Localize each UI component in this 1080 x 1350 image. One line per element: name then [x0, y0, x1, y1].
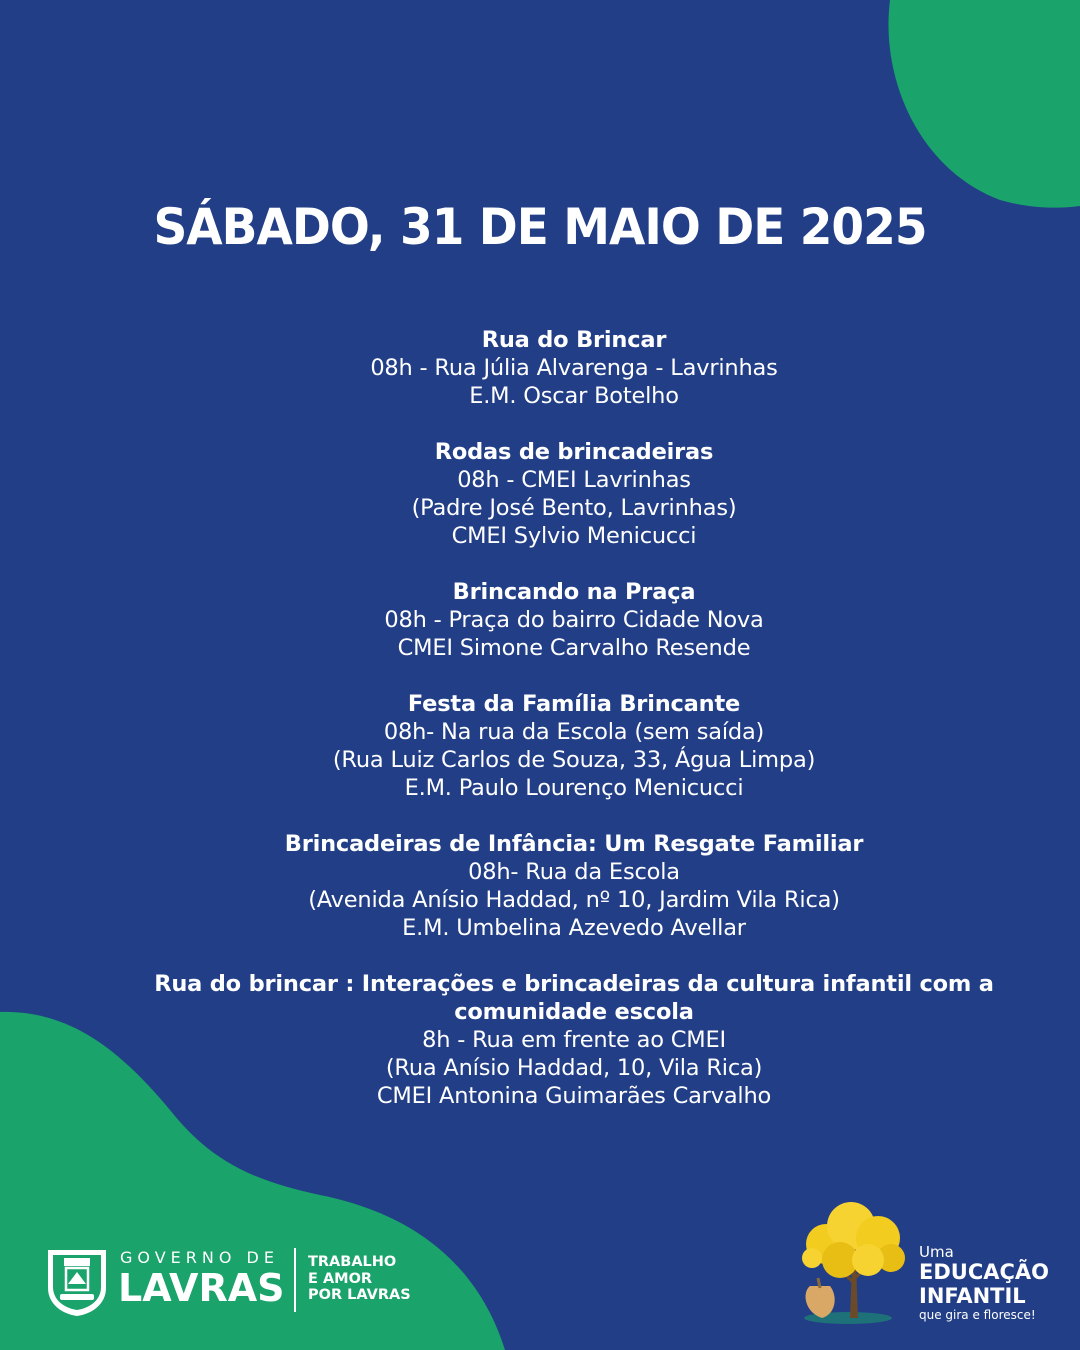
event-detail: CMEI Sylvio Menicucci — [451, 523, 697, 549]
government-logo — [44, 1244, 444, 1316]
slogan-line: E AMOR — [308, 1270, 373, 1287]
event-detail: (Rua Luiz Carlos de Souza, 33, Água Limpa) — [332, 747, 816, 773]
government-label: GOVERNO DE — [120, 1248, 279, 1267]
event-detail: 8h - Rua em frente ao CMEI — [422, 1027, 726, 1053]
event-detail: 08h- Rua da Escola — [468, 859, 680, 885]
event-detail: 08h- Na rua da Escola (sem saída) — [383, 719, 765, 745]
event-title: Brincadeiras de Infância: Um Resgate Familiar — [284, 831, 864, 857]
brand-prefix: Uma — [919, 1243, 954, 1261]
brand-line-2: INFANTIL — [919, 1284, 1026, 1308]
event-title: Rua do brincar : Interações e brincadeiras da cultura infantil com a comunidade escola — [154, 971, 994, 1025]
coat-of-arms-icon — [44, 1244, 110, 1318]
event-schedule — [120, 326, 1028, 1138]
event-detail: CMEI Antonina Guimarães Carvalho — [376, 1083, 772, 1109]
event-rua-do-brincar — [120, 326, 1028, 410]
event-brincando-na-praca — [120, 578, 1028, 662]
event-title: Rodas de brincadeiras — [434, 439, 714, 465]
event-title: Festa da Família Brincante — [407, 691, 741, 717]
flowering-tree-icon — [796, 1200, 916, 1326]
top-right-green-blob — [888, 0, 1080, 208]
event-detail: CMEI Simone Carvalho Resende — [397, 635, 751, 661]
event-title: Rua do Brincar — [481, 327, 667, 353]
event-detail: 08h - Rua Júlia Alvarenga - Lavrinhas — [370, 355, 778, 381]
event-detail: (Rua Anísio Haddad, 10, Vila Rica) — [385, 1055, 763, 1081]
slogan-line: TRABALHO — [308, 1254, 397, 1270]
event-detail: 08h - Praça do bairro Cidade Nova — [384, 607, 764, 633]
event-rodas-de-brincadeiras — [120, 438, 1028, 550]
event-detail: E.M. Umbelina Azevedo Avellar — [402, 915, 746, 941]
event-rua-do-brincar-cultura — [120, 970, 1028, 1110]
event-title: Brincando na Praça — [452, 579, 696, 605]
brand-tagline: que gira e floresce! — [919, 1308, 1036, 1322]
event-detail: (Avenida Anísio Haddad, nº 10, Jardim Vila Rica) — [308, 887, 840, 913]
slogan-line: POR LAVRAS — [308, 1287, 411, 1303]
event-brincadeiras-de-infancia — [120, 830, 1028, 942]
city-name: LAVRAS — [118, 1266, 285, 1310]
brand-text — [919, 1244, 1049, 1323]
event-detail: (Padre José Bento, Lavrinhas) — [411, 495, 737, 521]
brand-line-1: EDUCAÇÃO — [919, 1260, 1050, 1284]
government-slogan — [308, 1254, 411, 1304]
education-brand-logo — [796, 1200, 1056, 1330]
event-festa-da-familia — [120, 690, 1028, 802]
event-detail: E.M. Paulo Lourenço Menicucci — [404, 775, 744, 801]
event-detail: E.M. Oscar Botelho — [469, 383, 679, 409]
logo-divider — [294, 1248, 296, 1312]
event-detail: 08h - CMEI Lavrinhas — [457, 467, 691, 493]
page-title: SÁBADO, 31 DE MAIO DE 2025 — [153, 198, 927, 257]
